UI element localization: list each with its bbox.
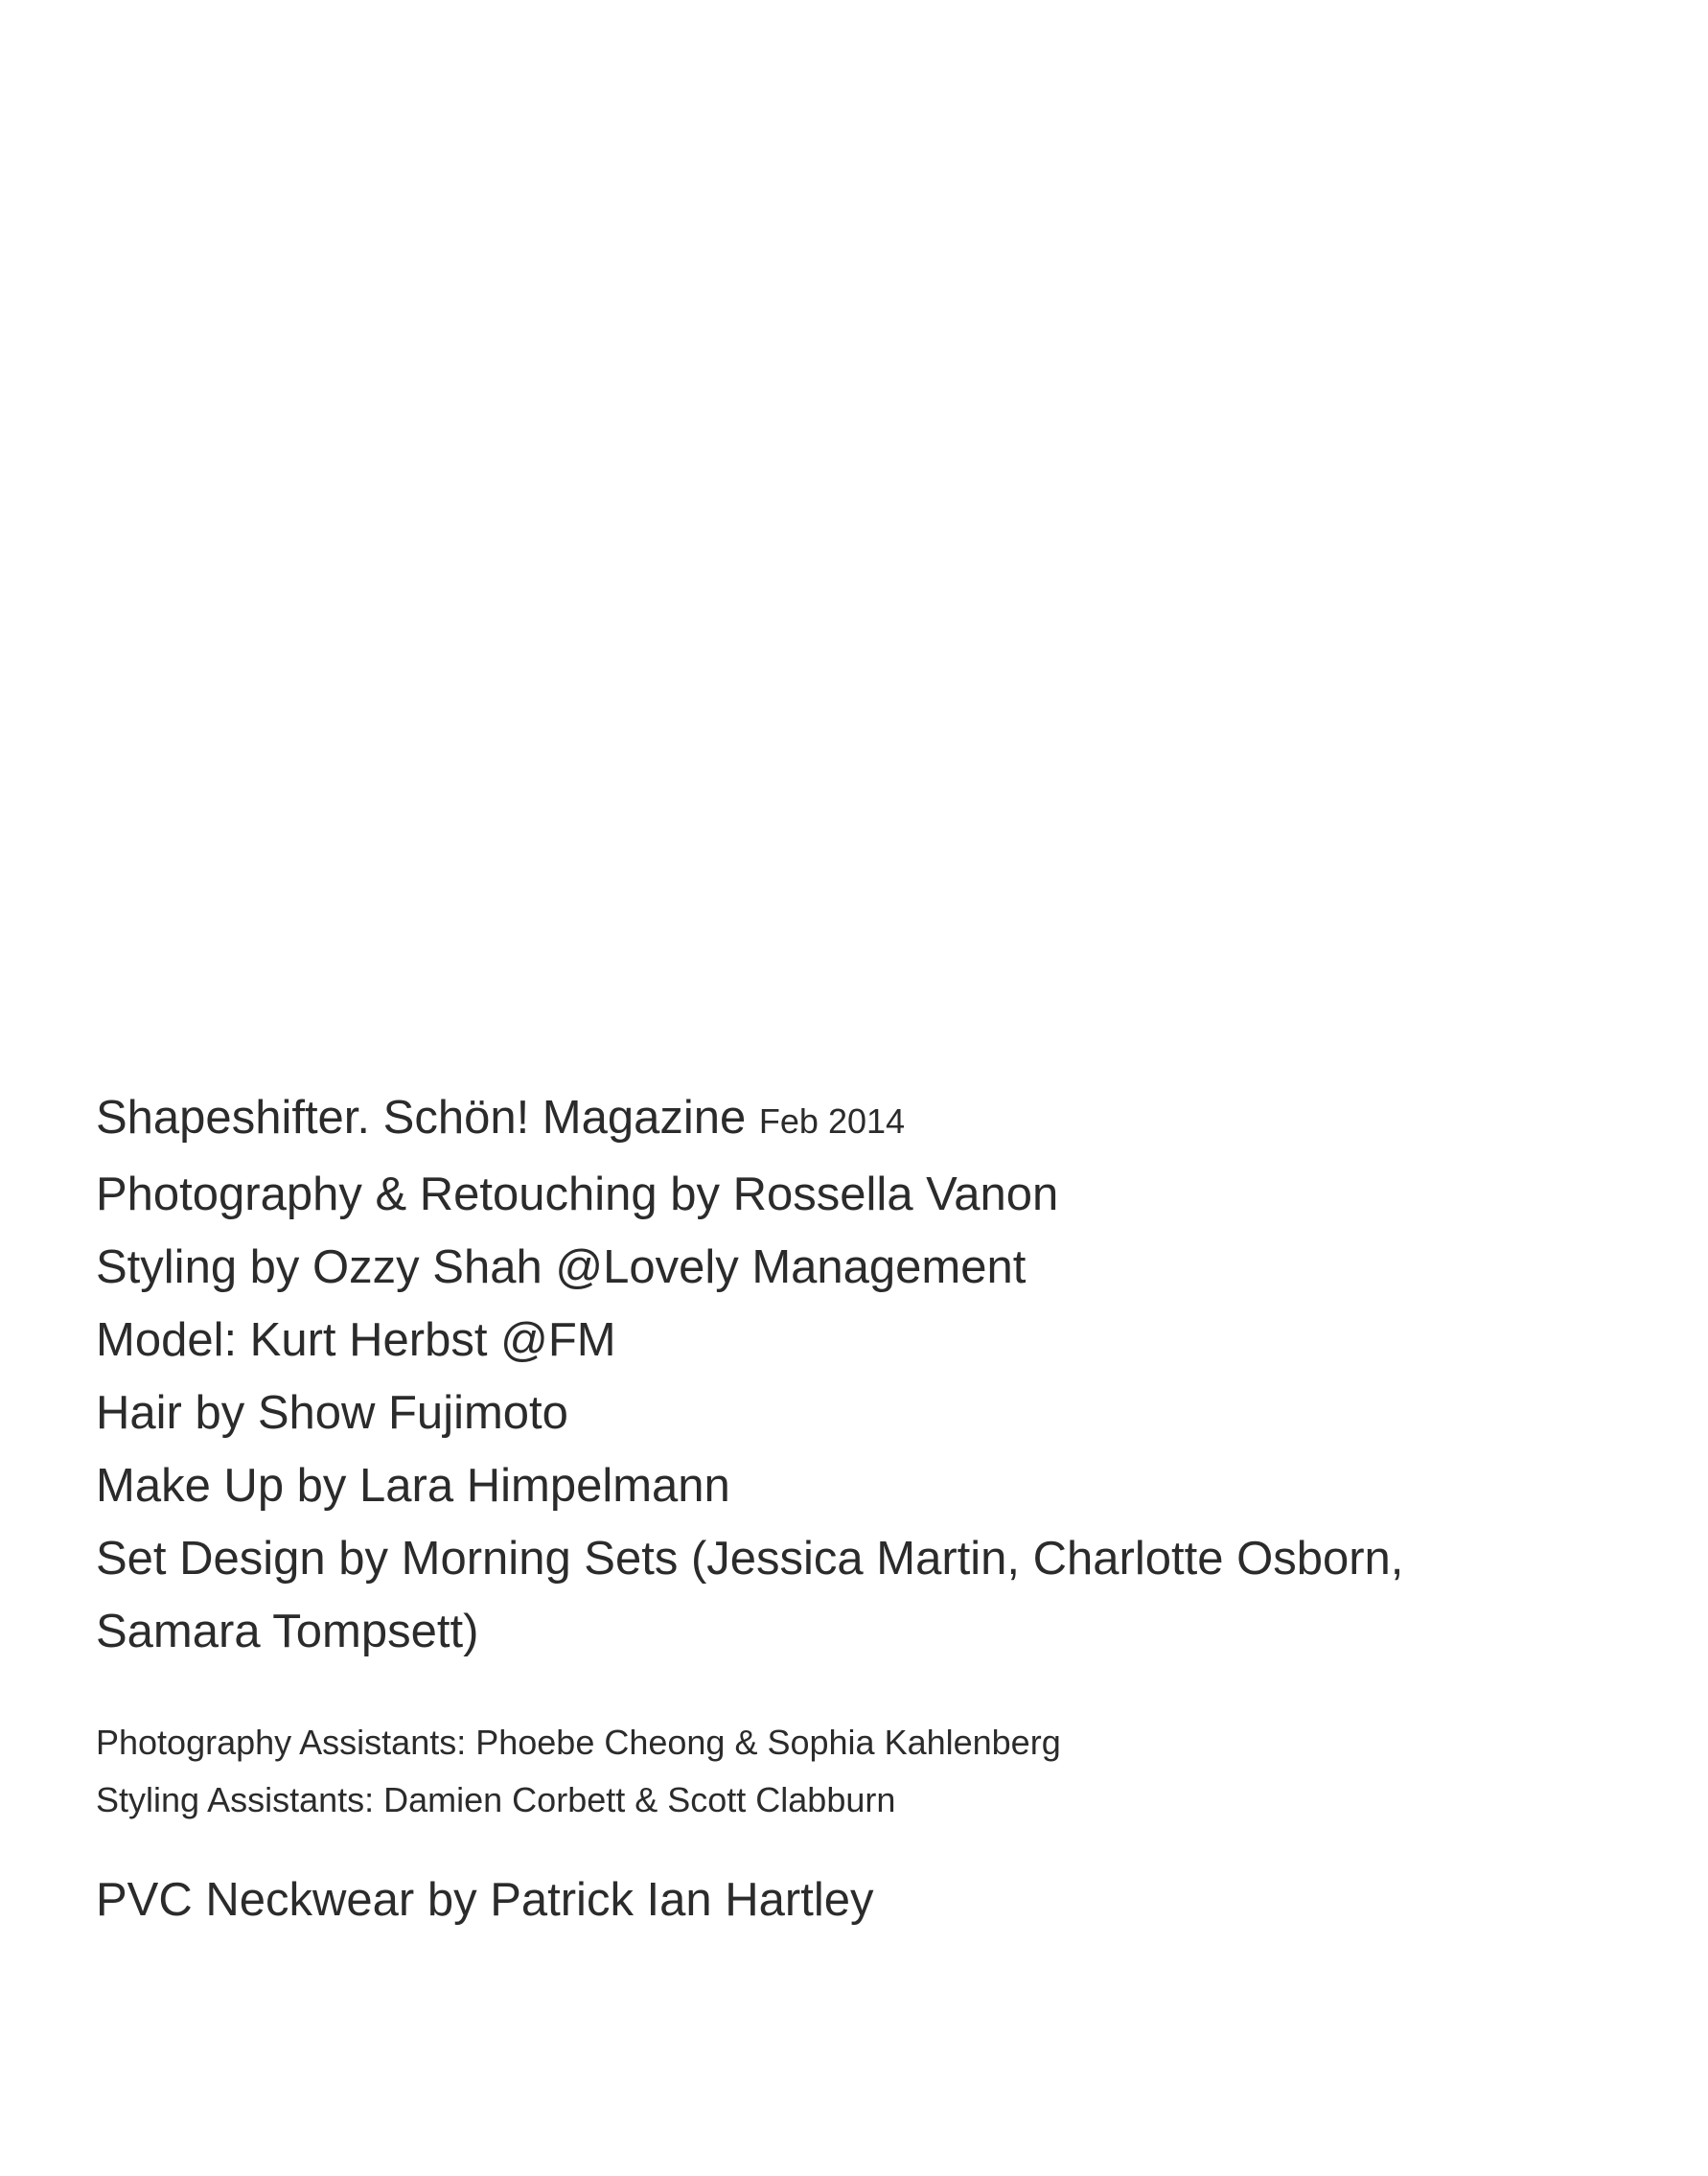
- set-design-credit-line2: Samara Tompsett): [96, 1606, 479, 1657]
- set-design-credit-line1: Set Design by Morning Sets (Jessica Martin, Charlotte Osborn,: [96, 1533, 1404, 1585]
- shoot-title: Shapeshifter. Schön! Magazine: [96, 1092, 747, 1144]
- model-credit: Model: Kurt Herbst @FM: [96, 1314, 616, 1366]
- publication-date: Feb 2014: [758, 1101, 906, 1141]
- styling-assistants-credit: Styling Assistants: Damien Corbett & Scott Clabburn: [96, 1780, 896, 1819]
- styling-credit: Styling by Ozzy Shah @Lovely Management: [96, 1241, 1027, 1293]
- assistants-block: [96, 1714, 1629, 1829]
- photography-credit: Photography & Retouching by Rossella Vanon: [96, 1169, 1059, 1220]
- hair-credit: Hair by Show Fujimoto: [96, 1387, 568, 1439]
- neckwear-credit: PVC Neckwear by Patrick Ian Hartley: [96, 1874, 874, 1926]
- credits-block: [96, 1081, 1629, 1936]
- shoot-title-line: [96, 1081, 1629, 1158]
- makeup-credit: Make Up by Lara Himpelmann: [96, 1460, 730, 1512]
- photography-assistants-credit: Photography Assistants: Phoebe Cheong & Sophia Kahlenberg: [96, 1723, 1061, 1762]
